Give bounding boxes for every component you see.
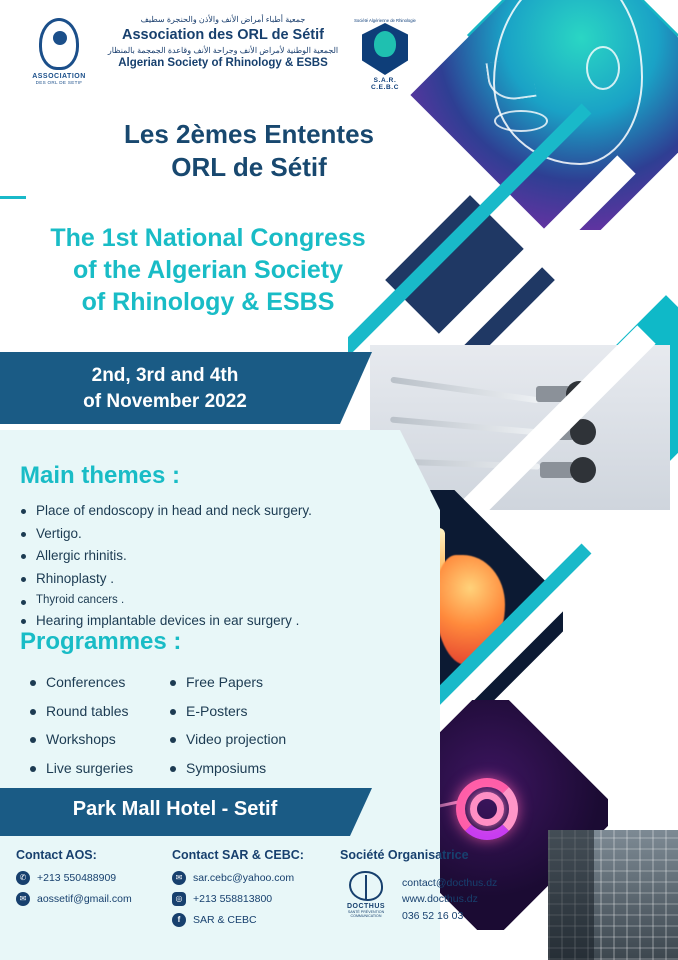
french-title-line-1: Les 2èmes Ententes <box>123 119 374 149</box>
sar-logo-mark-icon <box>362 23 408 75</box>
sar-logo-line1: S.A.R. <box>373 77 397 84</box>
contact-sar-instagram[interactable] <box>172 892 332 906</box>
date-line-1: 2nd, 3rd and 4th <box>91 365 239 386</box>
contact-aos-email-text: aossetif@gmail.com <box>37 893 132 905</box>
organizer-phone[interactable]: 036 52 16 03 <box>402 909 464 922</box>
mouth-outline-icon <box>494 110 548 132</box>
aos-logo-subtitle: DES ORL DE SETIF <box>35 80 83 85</box>
instrument-shaft-2 <box>390 416 540 435</box>
contact-aos-email[interactable] <box>16 892 166 906</box>
list-item: Hearing implantable devices in ear surgery . <box>20 610 380 633</box>
docthus-logo <box>340 871 392 918</box>
contact-sar-title: Contact SAR & CEBC: <box>172 848 304 862</box>
contact-sar-phone-text: +213 558813800 <box>193 893 273 905</box>
instagram-icon: ◎ <box>172 892 186 906</box>
list-item: Free Papers <box>170 668 286 697</box>
programmes-title: Programmes : <box>20 628 182 655</box>
contact-aos-title: Contact AOS: <box>16 848 97 862</box>
sar-logo-top-text: Société Algérienne de Rhinologie <box>354 18 416 23</box>
contact-sar-email[interactable] <box>172 871 332 885</box>
aos-logo <box>26 18 92 102</box>
list-item: Conferences <box>30 668 133 697</box>
email-icon: ✉ <box>16 892 30 906</box>
docthus-logo-name: DOCTHUS <box>346 903 386 910</box>
list-item: Place of endoscopy in head and neck surgery. <box>20 500 380 523</box>
contacts-section <box>0 848 678 960</box>
instrument-shaft-1 <box>390 377 539 404</box>
sar-logo-line2: C.E.B.C <box>370 84 400 91</box>
contact-aos-phone[interactable] <box>16 871 166 885</box>
phone-icon: ✆ <box>16 871 30 885</box>
organizer-email[interactable]: contact@docthus.dz <box>402 877 498 889</box>
english-title <box>8 222 408 318</box>
contact-aos-block <box>16 848 166 913</box>
contact-aos-phone-text: +213 550488909 <box>37 872 117 884</box>
main-themes-title: Main themes : <box>20 462 181 489</box>
instrument-knob-3 <box>570 457 596 483</box>
organizer-details <box>340 871 660 924</box>
list-item: E-Posters <box>170 697 286 726</box>
list-item: Live surgeries <box>30 754 133 783</box>
brain-icon <box>349 871 383 901</box>
french-title-line-2: ORL de Sétif <box>171 151 327 182</box>
english-title-line-2: of the Algerian Society <box>73 256 343 284</box>
sar-cebc-logo <box>353 18 417 104</box>
list-item: Thyroid cancers . <box>20 591 380 610</box>
contact-sar-facebook-text: SAR & CEBC <box>193 914 257 926</box>
head-anatomy-image <box>398 0 678 230</box>
organizer-title: Société Organisatrice <box>340 848 469 862</box>
contact-sar-block <box>172 848 332 934</box>
list-item: Workshops <box>30 725 133 754</box>
aos-logo-name: ASSOCIATION <box>32 73 86 80</box>
email-icon: ✉ <box>172 871 186 885</box>
contact-sar-facebook[interactable] <box>172 913 332 927</box>
ear-outline-icon <box>586 46 620 90</box>
programmes-column-2 <box>170 668 286 783</box>
list-item: Symposiums <box>170 754 286 783</box>
date-line-2: of November 2022 <box>83 390 247 412</box>
title-divider <box>0 196 26 199</box>
list-item: Video projection <box>170 725 286 754</box>
header-arabic-line-1: جمعية أطباء أمراض الأنف والأذن والحنجرة سطيف <box>140 15 306 24</box>
cochlea-inner-icon <box>470 792 504 826</box>
docthus-logo-subtitle: SANTÉ PRÉVENTION COMMUNICATION <box>347 910 385 918</box>
list-item: Allergic rhinitis. <box>20 545 380 568</box>
english-title-line-1: The 1st National Congress <box>50 224 366 252</box>
organizer-website[interactable]: www.docthus.dz <box>402 893 478 906</box>
main-themes-list <box>20 500 380 633</box>
organizer-contact-lines <box>402 871 497 924</box>
header-english-org: Algerian Society of Rhinology & ESBS <box>118 56 328 69</box>
poster-header <box>18 14 416 114</box>
instrument-barrel-3 <box>540 462 574 478</box>
list-item: Vertigo. <box>20 523 380 546</box>
date-text <box>0 363 330 414</box>
list-item: Rhinoplasty . <box>20 568 380 591</box>
header-arabic-line-2: الجمعية الوطنية لأمراض الأنف وجراحة الأنف وقاعدة الجمجمة بالمنظار <box>107 45 339 55</box>
organizer-block <box>340 848 660 924</box>
aos-logo-mark-icon <box>39 18 79 70</box>
facebook-icon: f <box>172 913 186 927</box>
list-item: Round tables <box>30 697 133 726</box>
french-title <box>84 118 414 183</box>
header-french-org: Association des ORL de Sétif <box>122 27 324 43</box>
venue-text: Park Mall Hotel - Setif <box>72 798 278 820</box>
contact-sar-email-text: sar.cebc@yahoo.com <box>193 872 295 884</box>
header-text-block <box>98 14 348 69</box>
english-title-line-3: of Rhinology & ESBS <box>81 288 335 316</box>
programmes-column-1 <box>30 668 133 783</box>
